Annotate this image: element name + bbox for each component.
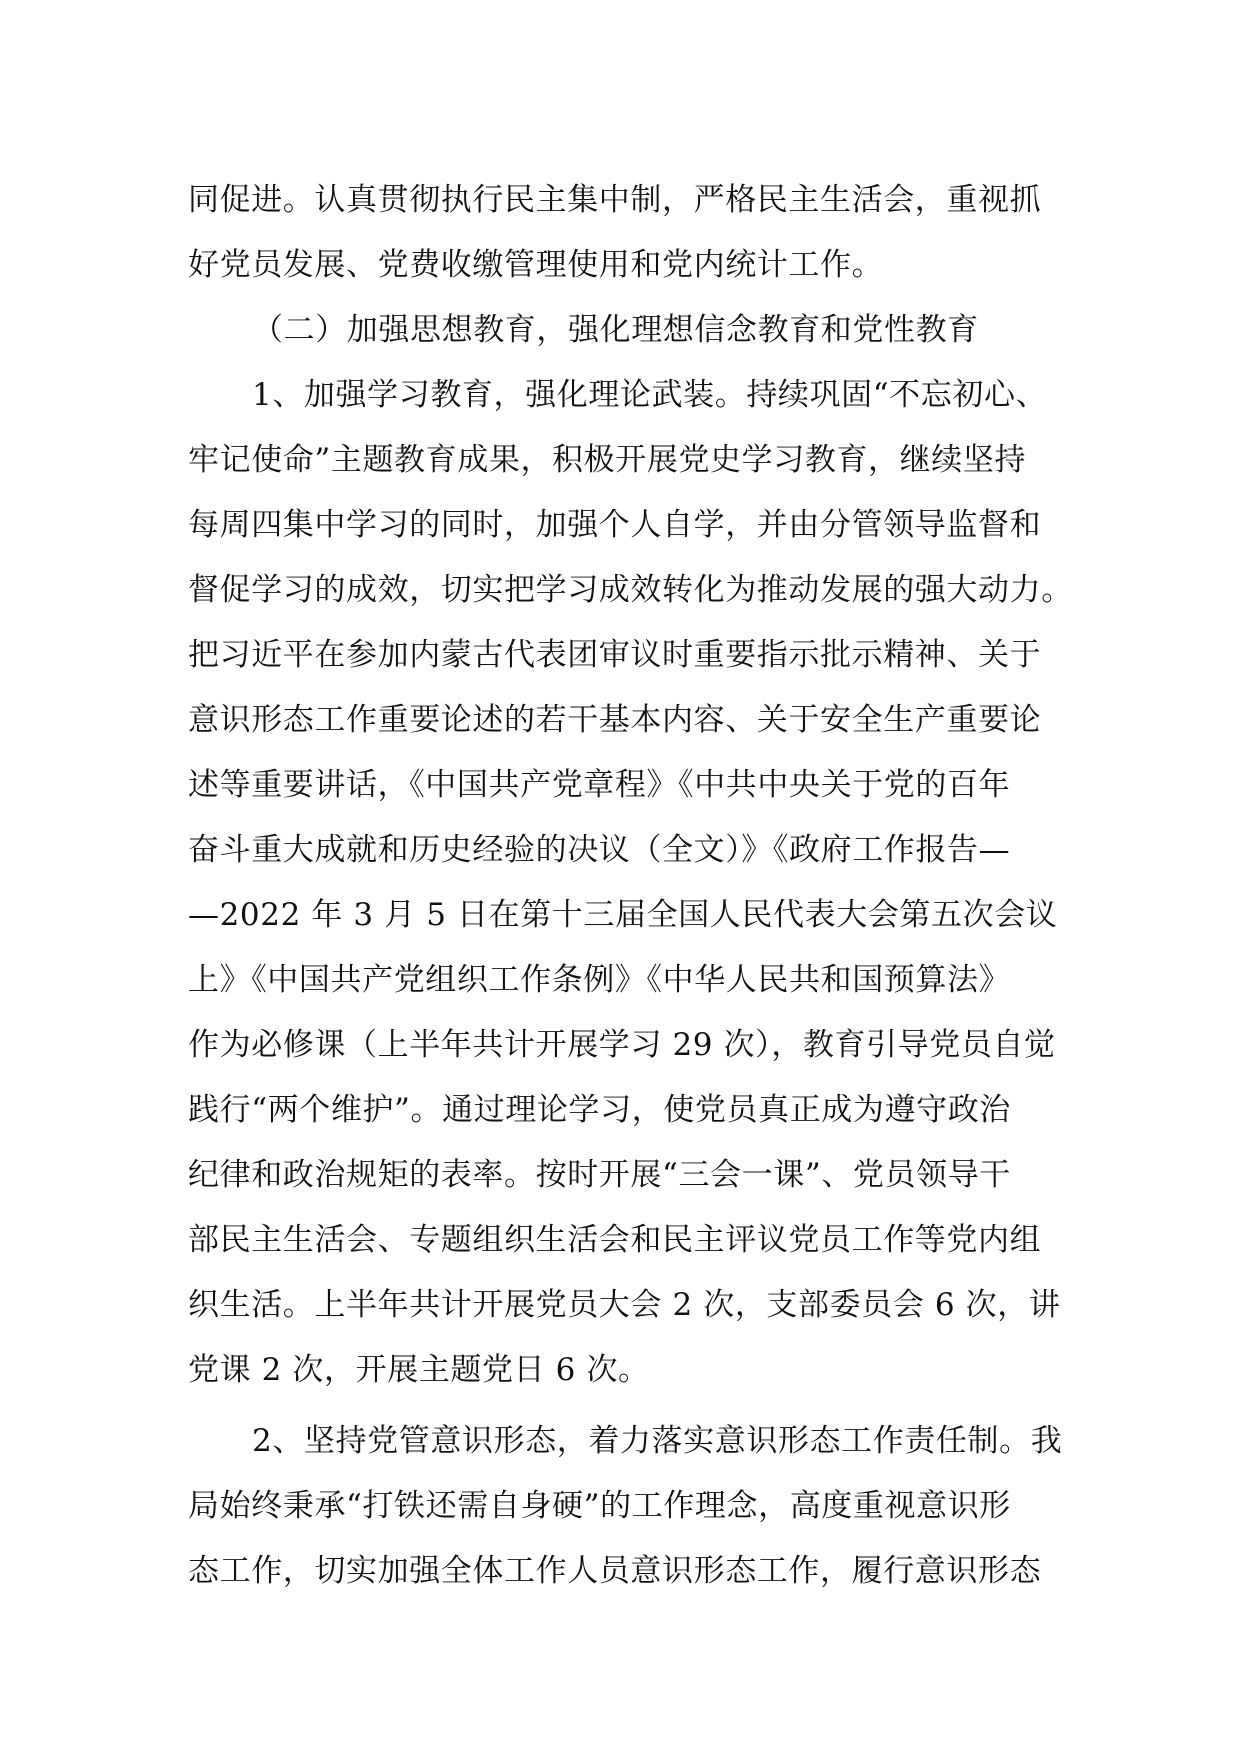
paragraph-line: 作为必修课（上半年共计开展学习 29 次），教育引导党员自觉 xyxy=(188,1027,1056,1063)
paragraph-line: 奋斗重大成就和历史经验的决议（全文）》《政府工作报告— xyxy=(188,832,1011,868)
paragraph-line: 把习近平在参加内蒙古代表团审议时重要指示批示精神、关于 xyxy=(188,637,1042,673)
document-body xyxy=(188,168,1073,1604)
paragraph-line: 牢记使命”主题教育成果，积极开展党史学习教育，继续坚持 xyxy=(188,442,1027,478)
paragraph-line: 好党员发展、党费收缴管理使用和党内统计工作。 xyxy=(188,247,884,283)
paragraph-line: 上》《中国共产党组织工作条例》《中华人民共和国预算法》 xyxy=(188,962,1011,998)
paragraph-line: 2、坚持党管意识形态，着力落实意识形态工作责任制。我 xyxy=(252,1423,1063,1459)
paragraph-line: 党课 2 次，开展主题党日 6 次。 xyxy=(188,1352,650,1388)
paragraph-line: 织生活。上半年共计开展党员大会 2 次，支部委员会 6 次，讲 xyxy=(188,1287,1061,1323)
section-heading: （二）加强思想教育，强化理想信念教育和党性教育 xyxy=(252,312,979,348)
paragraph-line: 局始终秉承“打铁还需自身硬”的工作理念，高度重视意识形 xyxy=(188,1488,1011,1524)
paragraph-line: 同促进。认真贯彻执行民主集中制，严格民主生活会，重视抓 xyxy=(188,182,1042,218)
paragraph-line: 述等重要讲话，《中国共产党章程》《中共中央关于党的百年 xyxy=(188,767,1011,803)
paragraph-line: 践行“两个维护”。通过理论学习，使党员真正成为遵守政治 xyxy=(188,1092,1011,1128)
paragraph-line: 态工作，切实加强全体工作人员意识形态工作，履行意识形态 xyxy=(188,1553,1042,1589)
paragraph-line: 每周四集中学习的同时，加强个人自学，并由分管领导监督和 xyxy=(188,507,1042,543)
paragraph-line: 纪律和政治规矩的表率。按时开展“三会一课”、党员领导干 xyxy=(188,1157,1011,1193)
paragraph-line: 督促学习的成效，切实把学习成效转化为推动发展的强大动力。 xyxy=(188,572,1073,608)
paragraph-line: —2022 年 3 月 5 日在第十三届全国人民代表大会第五次会议 xyxy=(188,897,1058,933)
paragraph-line: 1、加强学习教育，强化理论武装。持续巩固“不忘初心、 xyxy=(252,377,1048,413)
paragraph-line: 部民主生活会、专题组织生活会和民主评议党员工作等党内组 xyxy=(188,1222,1042,1258)
paragraph-line: 意识形态工作重要论述的若干基本内容、关于安全生产重要论 xyxy=(188,702,1042,738)
